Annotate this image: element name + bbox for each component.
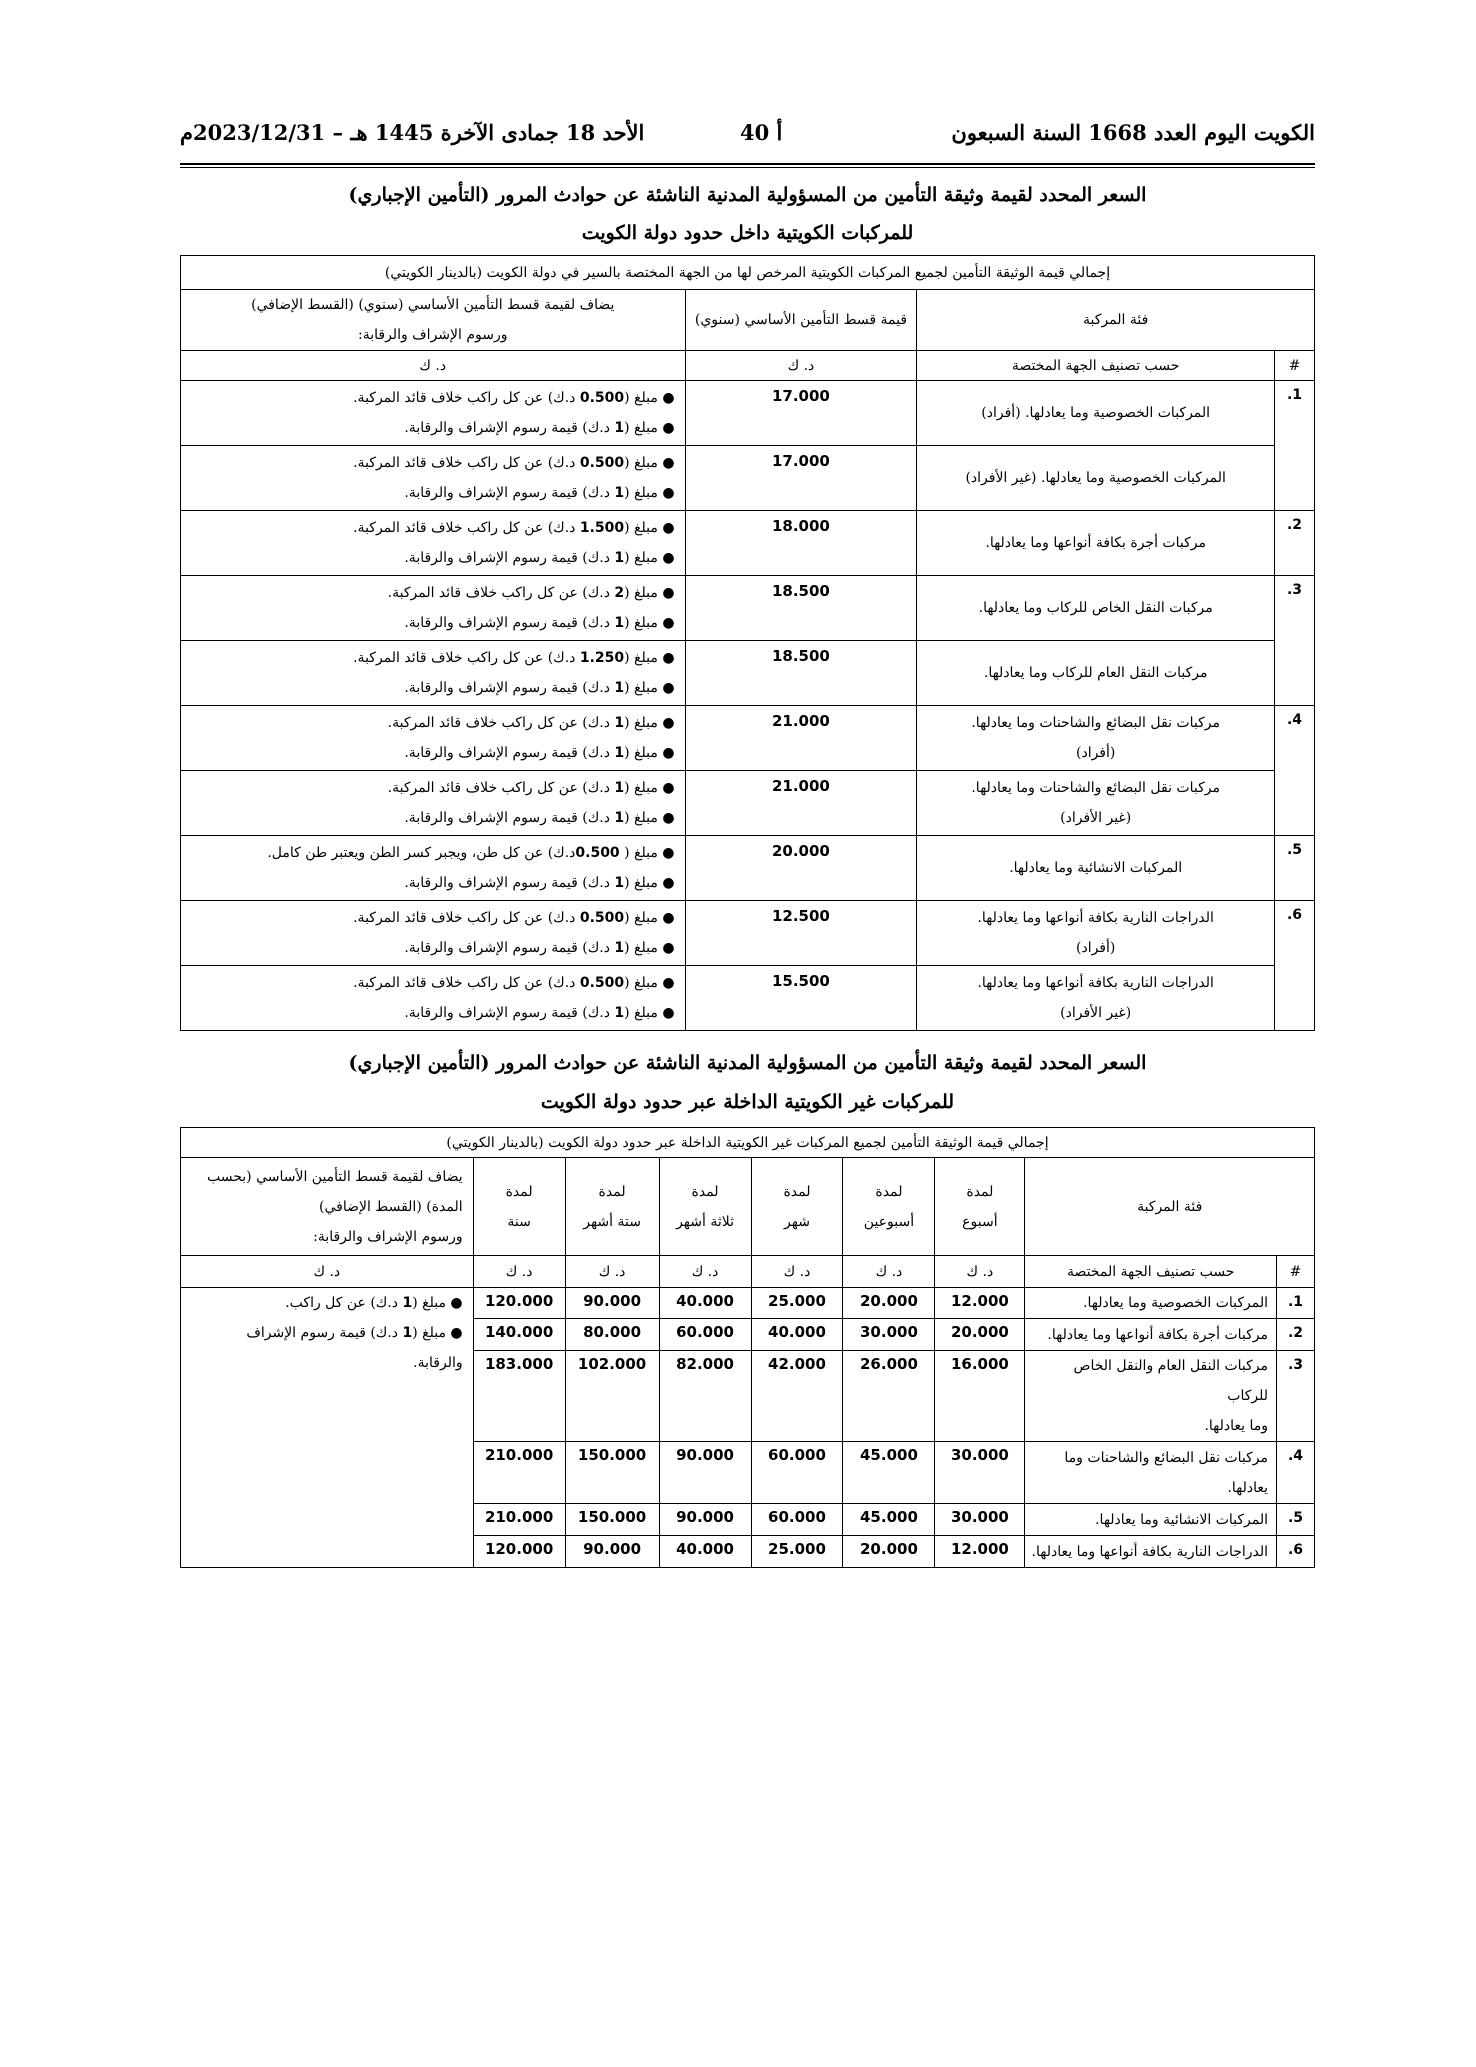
subheader-currency: د. ك: [181, 1256, 474, 1288]
header-rule: [180, 163, 1315, 165]
header-issue: الكويت اليوم العدد 1668 السنة السبعون: [951, 120, 1315, 145]
table-row: [181, 966, 1315, 1031]
vehicle-category-line: الدراجات النارية بكافة أنواعها وما يعادلها.: [977, 910, 1214, 926]
duration-label: لمدة: [966, 1183, 994, 1200]
additional-line: [187, 773, 675, 803]
bullet-text: د.ك) قيمة رسوم الإشراف والرقابة.: [404, 420, 615, 436]
duration-label: لمدة: [691, 1183, 719, 1200]
vehicle-category-line: المركبات الخصوصية وما يعادلها.: [1083, 1295, 1269, 1311]
additional-line: [187, 383, 675, 413]
bullet-text: د.ك) عن كل راكب.: [285, 1295, 403, 1311]
additional-premium: [181, 771, 686, 836]
bullet-text: د.ك) قيمة رسوم الإشراف والرقابة.: [404, 550, 615, 566]
vehicle-category: [917, 966, 1275, 1031]
basic-premium: 18.500: [685, 641, 917, 706]
section2-subtitle: للمركبات غير الكويتية الداخلة عبر حدود دولة الكويت: [540, 1091, 955, 1113]
vehicle-category-line: مركبات نقل البضائع والشاحنات وما يعادلها.: [971, 715, 1220, 731]
table-row: [181, 511, 1315, 576]
premium-value: 20.000: [843, 1288, 935, 1319]
additional-line: [187, 968, 675, 998]
vehicle-category: [917, 446, 1275, 511]
bullet-text: ● مبلغ (: [624, 585, 675, 601]
subheader-hash: #: [1275, 351, 1315, 381]
premium-value: 90.000: [565, 1536, 659, 1568]
bullet-text: ● مبلغ (: [624, 810, 675, 826]
fee-line: [187, 673, 675, 703]
table-row: [181, 706, 1315, 771]
row-index: 2.: [1277, 1319, 1315, 1351]
col-header-additional: [181, 290, 686, 351]
additional-line: [187, 643, 675, 673]
vehicle-category: [1025, 1351, 1277, 1442]
table1-caption: إجمالي قيمة الوثيقة التأمين لجميع المركبات الكويتية المرخص لها من الجهة المختصة بالسير في دولة الكويت (بالدينار الكويتي): [181, 256, 1315, 290]
basic-premium: 20.000: [685, 836, 917, 901]
row-index: 5.: [1275, 836, 1315, 901]
premium-value: 90.000: [659, 1504, 751, 1536]
additional-premium: [181, 641, 686, 706]
bullet-text: د.ك) عن كل راكب خلاف قائد المركبة.: [353, 975, 580, 991]
col-header-additional-line: ورسوم الإشراف والرقابة:: [313, 1228, 463, 1245]
section2-title: السعر المحدد لقيمة وثيقة التأمين من المسؤولية المدنية الناشئة عن حوادث المرور (التأمين الإجباري): [348, 1052, 1147, 1074]
subheader-currency: د. ك: [843, 1256, 935, 1288]
vehicle-category: [1025, 1442, 1277, 1504]
table-row: [181, 576, 1315, 641]
row-index: 5.: [1277, 1504, 1315, 1536]
fee-line: [187, 543, 675, 573]
amount: 1: [614, 810, 625, 826]
col-header-basic-premium: قيمة قسط التأمين الأساسي (سنوي): [685, 290, 917, 351]
bullet-text: ● مبلغ (: [624, 1005, 675, 1021]
amount: 1: [614, 715, 625, 731]
col-header-additional-line: يضاف لقيمة قسط التأمين الأساسي (بحسب: [206, 1168, 463, 1185]
premium-value: 102.000: [565, 1351, 659, 1442]
amount: 1: [614, 485, 625, 501]
bullet-text: ● مبلغ (: [624, 910, 675, 926]
amount: 1: [614, 875, 625, 891]
amount: 0.500: [579, 455, 625, 471]
table-row: [181, 1504, 1315, 1536]
col-header-additional-line: المدة) (القسط الإضافي): [319, 1198, 463, 1215]
col-header-additional-line1: يضاف لقيمة قسط التأمين الأساسي (سنوي) (القسط الإضافي): [251, 297, 615, 313]
bullet-text: د.ك) عن كل راكب خلاف قائد المركبة.: [353, 390, 580, 406]
bullet-text: د.ك) عن كل راكب خلاف قائد المركبة.: [387, 780, 615, 796]
subheader-hash: #: [1277, 1256, 1315, 1288]
subheader-currency: د. ك: [659, 1256, 751, 1288]
premium-value: 30.000: [843, 1319, 935, 1351]
duration-label: لمدة: [505, 1183, 533, 1200]
amount: 0.500: [575, 845, 620, 861]
table-row: [181, 641, 1315, 706]
row-index: 3.: [1277, 1351, 1315, 1442]
col-header-duration: [473, 1158, 565, 1256]
bullet-text: د.ك) قيمة رسوم الإشراف والرقابة.: [404, 1005, 615, 1021]
vehicle-category-line: المركبات الخصوصية وما يعادلها. (أفراد): [981, 405, 1211, 421]
col-header-category: فئة المركبة: [917, 290, 1315, 351]
bullet-text: د.ك) قيمة رسوم الإشراف: [246, 1325, 403, 1341]
vehicle-category-line: المركبات الانشائية وما يعادلها.: [1009, 860, 1183, 876]
premium-value: 60.000: [751, 1442, 843, 1504]
amount: 1: [614, 420, 625, 436]
premium-value: 12.000: [935, 1288, 1025, 1319]
premium-value: 60.000: [659, 1319, 751, 1351]
additional-line: [187, 838, 675, 868]
vehicle-category: [917, 836, 1275, 901]
premium-value: 30.000: [935, 1504, 1025, 1536]
amount: 1: [614, 680, 625, 696]
bullet-text: د.ك) عن كل راكب خلاف قائد المركبة.: [387, 715, 615, 731]
bullet-text: د.ك) عن كل راكب خلاف قائد المركبة.: [353, 650, 580, 666]
premium-value: 40.000: [751, 1319, 843, 1351]
premium-value: 12.000: [935, 1536, 1025, 1568]
basic-premium: 18.000: [685, 511, 917, 576]
premium-value: 16.000: [935, 1351, 1025, 1442]
duration-value: أسبوعين: [863, 1213, 915, 1230]
row-index: 4.: [1277, 1442, 1315, 1504]
subheader-currency: د. ك: [473, 1256, 565, 1288]
header-date: الأحد 18 جمادى الآخرة 1445 هـ – 2023/12/31م: [180, 120, 645, 145]
row-index: 1.: [1277, 1288, 1315, 1319]
fee-line: [187, 608, 675, 638]
premium-value: 42.000: [751, 1351, 843, 1442]
duration-label: لمدة: [598, 1183, 626, 1200]
additional-line: [187, 578, 675, 608]
bullet-text: ● مبلغ (: [624, 520, 675, 536]
col-header-duration: [565, 1158, 659, 1256]
empty-cell: [181, 1504, 474, 1536]
vehicle-category: [917, 771, 1275, 836]
vehicle-category: [917, 901, 1275, 966]
table-row: [181, 381, 1315, 446]
col-header-duration: [751, 1158, 843, 1256]
bullet-text: ● مبلغ (: [624, 780, 675, 796]
row-index: 6.: [1277, 1536, 1315, 1568]
premium-value: 120.000: [473, 1288, 565, 1319]
vehicle-category: [917, 641, 1275, 706]
premium-value: 80.000: [565, 1319, 659, 1351]
subheader-category: حسب تصنيف الجهة المختصة: [917, 351, 1275, 381]
vehicle-category: [917, 381, 1275, 446]
additional-line: [187, 513, 675, 543]
bullet-text: ● مبلغ (: [624, 615, 675, 631]
row-index: 3.: [1275, 576, 1315, 706]
subheader-currency: د. ك: [751, 1256, 843, 1288]
premium-value: 60.000: [751, 1504, 843, 1536]
premium-value: 25.000: [751, 1536, 843, 1568]
bullet-text: ● مبلغ (: [624, 485, 675, 501]
basic-premium: 18.500: [685, 576, 917, 641]
additional-line: [187, 1348, 463, 1378]
bullet-text: ● مبلغ (: [624, 875, 675, 891]
duration-value: ثلاثة أشهر: [676, 1213, 734, 1230]
bullet-text: ● مبلغ (: [624, 745, 675, 761]
vehicle-category-line: (غير الأفراد): [1060, 1005, 1132, 1021]
amount: 1: [614, 940, 625, 956]
col-header-additional-line2: ورسوم الإشراف والرقابة:: [358, 327, 508, 343]
fee-line: [187, 413, 675, 443]
premium-value: 150.000: [565, 1504, 659, 1536]
empty-cell: [181, 1442, 474, 1504]
fee-line: [187, 738, 675, 768]
vehicle-category: [1025, 1504, 1277, 1536]
amount: 0.500: [579, 390, 625, 406]
vehicle-category: [917, 511, 1275, 576]
bullet-text: د.ك) عن كل طن، ويجبر كسر الطن ويعتبر طن كامل.: [267, 845, 576, 861]
bullet-text: ● مبلغ (: [624, 390, 675, 406]
row-index: 1.: [1275, 381, 1315, 511]
row-index: 2.: [1275, 511, 1315, 576]
col-header-duration: [659, 1158, 751, 1256]
vehicle-category-line: (أفراد): [1076, 940, 1116, 956]
duration-value: ستة أشهر: [583, 1213, 641, 1230]
premium-value: 45.000: [843, 1504, 935, 1536]
basic-premium: 17.000: [685, 381, 917, 446]
premium-value: 40.000: [659, 1288, 751, 1319]
vehicle-category: [1025, 1319, 1277, 1351]
vehicle-category-line: مركبات النقل العام والنقل الخاص للركاب: [1073, 1358, 1269, 1404]
bullet-text: ● مبلغ (: [412, 1325, 463, 1341]
basic-premium: 21.000: [685, 706, 917, 771]
amount: 1.500: [579, 520, 625, 536]
vehicle-category-line: مركبات نقل البضائع والشاحنات وما يعادلها.: [971, 780, 1220, 796]
premium-value: 183.000: [473, 1351, 565, 1442]
premium-value: 82.000: [659, 1351, 751, 1442]
section1-subtitle: للمركبات الكويتية داخل حدود دولة الكويت: [581, 222, 914, 244]
bullet-text: ● مبلغ (: [624, 420, 675, 436]
table-row: [181, 901, 1315, 966]
fee-line: [187, 478, 675, 508]
premium-value: 25.000: [751, 1288, 843, 1319]
premium-value: 90.000: [659, 1442, 751, 1504]
additional-premium: [181, 1288, 474, 1442]
col-header-duration: [935, 1158, 1025, 1256]
bullet-text: ● مبلغ (: [619, 845, 675, 861]
page-header: [180, 120, 1315, 160]
vehicle-category-line: الدراجات النارية بكافة أنواعها وما يعادلها.: [977, 975, 1214, 991]
table-row: [181, 1288, 1315, 1319]
bullet-text: ● مبلغ (: [624, 550, 675, 566]
additional-premium: [181, 381, 686, 446]
amount: 1: [614, 780, 625, 796]
duration-label: لمدة: [783, 1183, 811, 1200]
vehicle-category-line: وما يعادلها.: [1204, 1418, 1269, 1434]
amount: 1: [402, 1325, 413, 1341]
additional-line: [187, 903, 675, 933]
vehicle-category: [1025, 1288, 1277, 1319]
table-row: [181, 771, 1315, 836]
subheader-currency: د. ك: [935, 1256, 1025, 1288]
additional-premium: [181, 706, 686, 771]
subheader-category: حسب تصنيف الجهة المختصة: [1025, 1256, 1277, 1288]
additional-line: [187, 708, 675, 738]
subheader-currency: د. ك: [181, 351, 686, 381]
empty-cell: [181, 1536, 474, 1568]
bullet-text: د.ك) قيمة رسوم الإشراف والرقابة.: [404, 615, 615, 631]
vehicle-category-line: يعادلها.: [1227, 1479, 1269, 1496]
vehicle-category-line: مركبات النقل العام للركاب وما يعادلها.: [983, 665, 1208, 681]
bullet-text: ● مبلغ (: [624, 715, 675, 731]
amount: 0.500: [579, 910, 625, 926]
bullet-text: د.ك) قيمة رسوم الإشراف والرقابة.: [404, 680, 615, 696]
basic-premium: 12.500: [685, 901, 917, 966]
bullet-text: د.ك) قيمة رسوم الإشراف والرقابة.: [404, 875, 615, 891]
subheader-currency: د. ك: [565, 1256, 659, 1288]
basic-premium: 21.000: [685, 771, 917, 836]
premium-value: 150.000: [565, 1442, 659, 1504]
amount: 2: [614, 585, 625, 601]
bullet-text: د.ك) قيمة رسوم الإشراف والرقابة.: [404, 940, 615, 956]
amount: 1.250: [579, 650, 625, 666]
premium-value: 26.000: [843, 1351, 935, 1442]
bullet-text: ● مبلغ (: [624, 940, 675, 956]
subheader-currency: د. ك: [685, 351, 917, 381]
bullet-text: ● مبلغ (: [624, 650, 675, 666]
vehicle-category-line: مركبات نقل البضائع والشاحنات وما: [1064, 1449, 1269, 1466]
additional-line: [187, 448, 675, 478]
additional-premium: [181, 511, 686, 576]
col-header-duration: [843, 1158, 935, 1256]
vehicle-category-line: الدراجات النارية بكافة أنواعها وما يعادلها.: [1031, 1543, 1269, 1560]
non-kuwaiti-vehicles-table: [180, 1127, 1315, 1568]
bullet-text: د.ك) عن كل راكب خلاف قائد المركبة.: [353, 520, 580, 536]
bullet-text: د.ك) قيمة رسوم الإشراف والرقابة.: [404, 485, 615, 501]
fee-line: [187, 998, 675, 1028]
table-row: [181, 1442, 1315, 1504]
duration-label: لمدة: [875, 1183, 903, 1200]
premium-value: 40.000: [659, 1536, 751, 1568]
table-row: [181, 446, 1315, 511]
fee-line: [187, 803, 675, 833]
header-page-number: أ 40: [740, 120, 783, 145]
table2-caption: إجمالي قيمة الوثيقة التأمين لجميع المركبات غير الكويتية الداخلة عبر حدود دولة الكويت (بالدينار الكويتي): [181, 1128, 1315, 1158]
header-rule-thin: [180, 167, 1315, 168]
vehicle-category-line: مركبات النقل الخاص للركاب وما يعادلها.: [978, 600, 1213, 616]
vehicle-category: [917, 706, 1275, 771]
amount: 1: [614, 1005, 625, 1021]
section1-title: السعر المحدد لقيمة وثيقة التأمين من المسؤولية المدنية الناشئة عن حوادث المرور (التأمين الإجباري): [348, 184, 1147, 206]
bullet-text: ● مبلغ (: [624, 975, 675, 991]
bullet-text: د.ك) عن كل راكب خلاف قائد المركبة.: [353, 455, 580, 471]
amount: 0.500: [579, 975, 625, 991]
vehicle-category-line: مركبات أجرة بكافة أنواعها وما يعادلها.: [1047, 1326, 1269, 1343]
premium-value: 210.000: [473, 1504, 565, 1536]
amount: 1: [614, 550, 625, 566]
premium-value: 45.000: [843, 1442, 935, 1504]
additional-premium: [181, 836, 686, 901]
premium-value: 120.000: [473, 1536, 565, 1568]
basic-premium: 15.500: [685, 966, 917, 1031]
vehicle-category: [1025, 1536, 1277, 1568]
bullet-text: د.ك) عن كل راكب خلاف قائد المركبة.: [353, 910, 580, 926]
premium-value: 210.000: [473, 1442, 565, 1504]
bullet-text: ● مبلغ (: [412, 1295, 463, 1311]
bullet-text: د.ك) عن كل راكب خلاف قائد المركبة.: [387, 585, 615, 601]
premium-value: 20.000: [843, 1536, 935, 1568]
additional-line: [187, 1288, 463, 1318]
fee-line: [187, 868, 675, 898]
bullet-text: والرقابة.: [413, 1355, 463, 1371]
vehicle-category-line: المركبات الانشائية وما يعادلها.: [1095, 1511, 1269, 1528]
col-header-category: فئة المركبة: [1025, 1158, 1315, 1256]
duration-value: أسبوع: [962, 1213, 998, 1230]
amount: 1: [402, 1295, 413, 1311]
additional-premium: [181, 966, 686, 1031]
col-header-additional: [181, 1158, 474, 1256]
additional-premium: [181, 576, 686, 641]
duration-value: شهر: [784, 1213, 810, 1230]
row-index: 4.: [1275, 706, 1315, 836]
vehicle-category-line: مركبات أجرة بكافة أنواعها وما يعادلها.: [985, 535, 1206, 551]
table-row: [181, 1536, 1315, 1568]
premium-value: 20.000: [935, 1319, 1025, 1351]
fee-line: [187, 933, 675, 963]
premium-value: 30.000: [935, 1442, 1025, 1504]
basic-premium: 17.000: [685, 446, 917, 511]
duration-value: سنة: [507, 1213, 531, 1230]
additional-line: [187, 1318, 463, 1348]
kuwaiti-vehicles-table: [180, 255, 1315, 1031]
vehicle-category-line: (غير الأفراد): [1060, 810, 1132, 826]
table-row: [181, 836, 1315, 901]
vehicle-category-line: المركبات الخصوصية وما يعادلها. (غير الأفراد): [965, 470, 1226, 486]
amount: 1: [614, 615, 625, 631]
vehicle-category-line: (أفراد): [1076, 745, 1116, 761]
amount: 1: [614, 745, 625, 761]
additional-premium: [181, 901, 686, 966]
bullet-text: ● مبلغ (: [624, 455, 675, 471]
bullet-text: د.ك) قيمة رسوم الإشراف والرقابة.: [404, 810, 615, 826]
bullet-text: ● مبلغ (: [624, 680, 675, 696]
premium-value: 140.000: [473, 1319, 565, 1351]
premium-value: 90.000: [565, 1288, 659, 1319]
row-index: 6.: [1275, 901, 1315, 1031]
additional-premium: [181, 446, 686, 511]
bullet-text: د.ك) قيمة رسوم الإشراف والرقابة.: [404, 745, 615, 761]
vehicle-category: [917, 576, 1275, 641]
